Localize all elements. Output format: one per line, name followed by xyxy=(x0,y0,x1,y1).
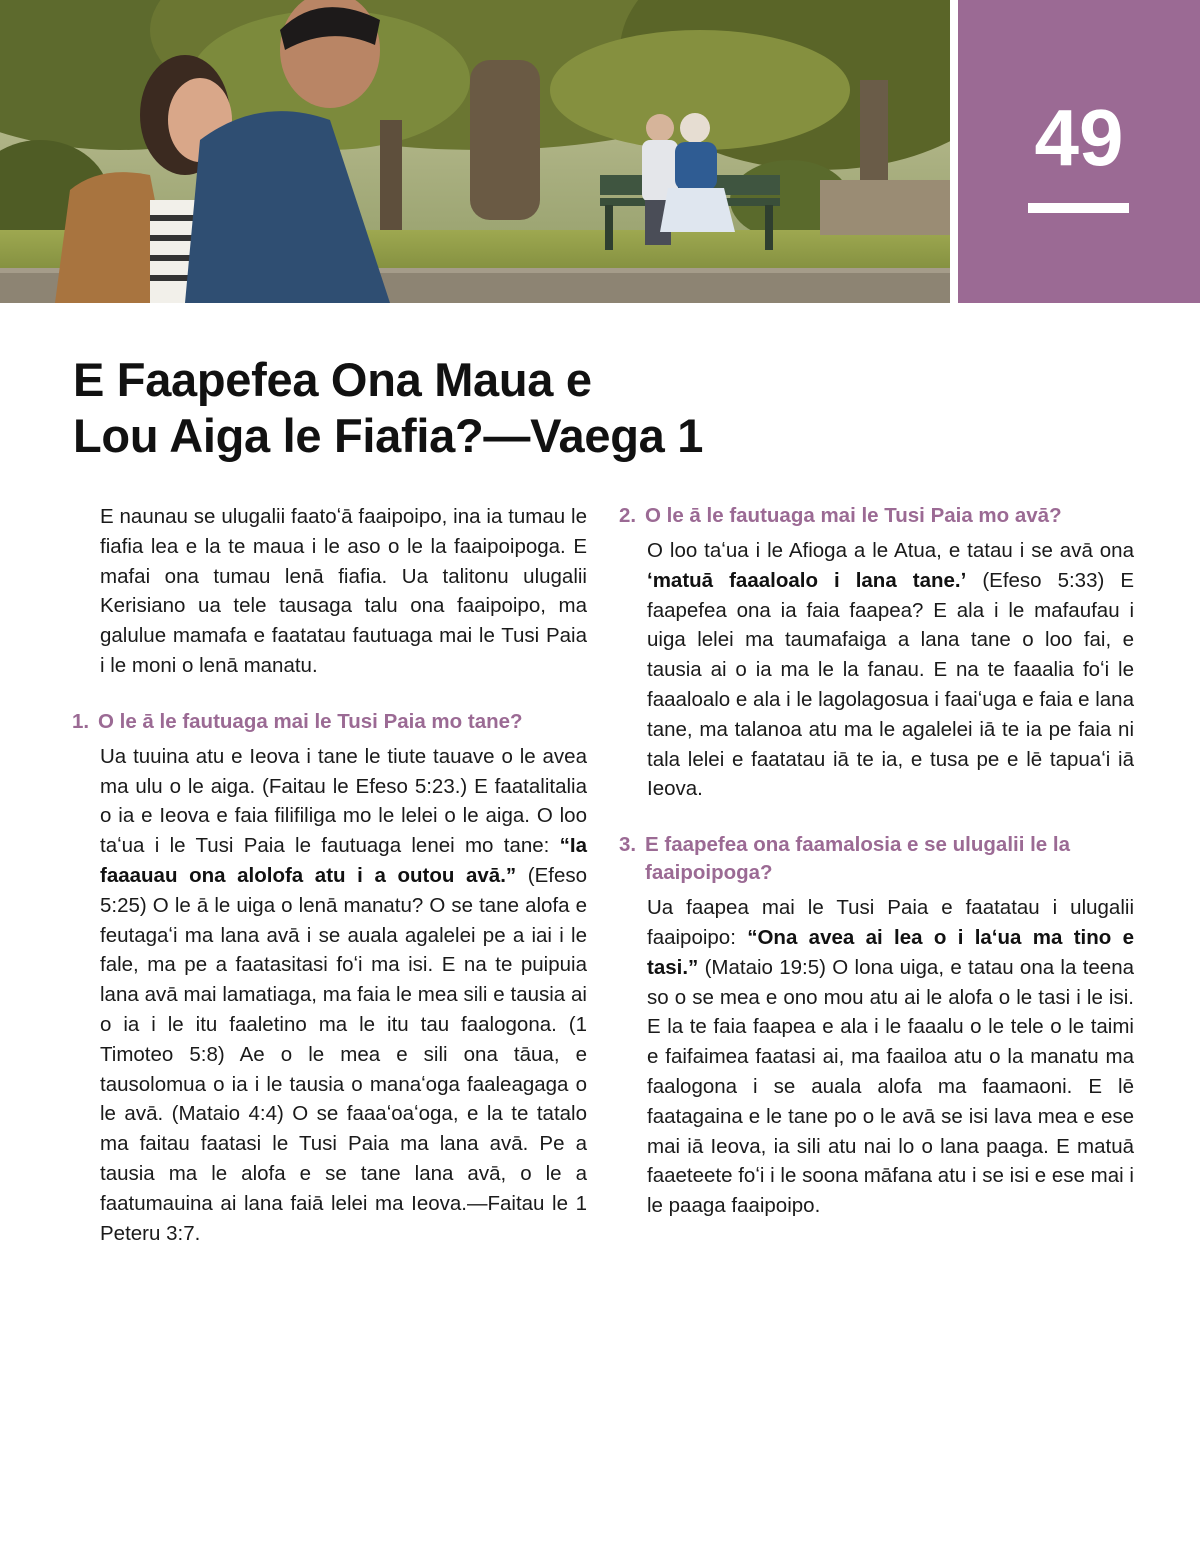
right-column xyxy=(619,502,1134,1221)
section-3-text-before: Ua faapea mai le Tusi Paia e faatatau i ulugalii faaipoipo: xyxy=(647,896,1134,949)
left-column xyxy=(72,502,587,1248)
section-1-text-before: Ua tuuina atu e Ieova i tane le tiute tauave o le avea ma ulu o le aiga. (Faitau le Efeso 5:23.) E faatalitalia o ia e Ieova e faia filifiliga mo le lelei o le aiga. O loo taʻua i le Tusi Paia le fautuaga lenei mo tane: xyxy=(100,744,587,858)
lesson-number-badge xyxy=(958,0,1200,303)
section-3-question-text: E faapefea ona faamalosia e se ulugalii le la faaipoipoga? xyxy=(645,833,1070,885)
section-2-question-text: O le ā le fautuaga mai le Tusi Paia mo avā? xyxy=(645,504,1062,527)
section-3-text-after: (Mataio 19:5) O lona uiga, e tatau ona la teena so o se mea e ono mou atu ai le alofa o le tasi i le isi. E la te faia faapea e ala i le faaalu o le tele o le taimi e faifaimea faatasi ai, ma faailoa atu o la manatu ma faalogona i se auala alofa ma faamaoni. E lē faatagaina e le tane po o le avā se isi lava mea e ese mai iā Ieova, ia sili atu nai lo o lana paaga. E matuā faaeteete foʻi i le soona māfana atu i se isi e ese mai i le paaga faaipoipo. xyxy=(647,955,1134,1218)
section-2-text-before: O loo taʻua i le Afioga a le Atua, e tatau i se avā ona xyxy=(647,539,1134,562)
couple-in-park-photo xyxy=(0,0,950,303)
section-2-question xyxy=(619,502,1134,530)
page-title xyxy=(73,352,873,464)
section-1-question-text: O le ā le fautuaga mai le Tusi Paia mo tane? xyxy=(98,709,523,733)
section-3-question xyxy=(619,831,1134,887)
section-2-quote: ʻmatuā faaaloalo i lana tane.ʼ xyxy=(647,568,967,592)
section-1-quote: “Ia faaauau ona alolofa atu i a outou avā.” xyxy=(100,834,587,887)
lesson-number-underline xyxy=(1028,203,1129,213)
section-1-question xyxy=(72,708,587,736)
section-1-text-after: (Efeso 5:25) O le ā le uiga o lenā manatu? O se tane alofa e feutagaʻi ma lana avā i se auala agalelei pe a iai i le fale, ma pe a faatasitasi foʻi ma isi. E na te puipuia lana avā mai lamatiaga, ma faia le mea sili e tausia ai o ia i le itu faaletino ma le itu tau faalogona. (1 Timoteo 5:8) Ae o le mea e sili ona tāua, e tausolomua o ia i le tausia o manaʻoga faaleagaga o le avā. (Mataio 4:4) O se faaaʻoaʻoga, e la te tatalo ma faitau faatasi le Tusi Paia ma lana avā. Pe a tausia ma le alofa e se tane lana avā, o le a faatumauina ai lana faiā lelei ma Ieova.—Faitau le 1 Peteru 3:7. xyxy=(100,863,587,1245)
intro-paragraph: E naunau se ulugalii faatoʻā faaipoipo, ina ia tumau le fiafia lea e la te maua i le aso o le la faaipoipoga. E mafai ona tumau lenā fiafia. Ua talitonu ulugalii Kerisiano ua tele tausaga talu ona faaipoipo, ma galulue mamafa e faatatau fautuaga mai le Tusi Paia i le moni o lenā manatu. xyxy=(100,505,587,677)
title-line-2: Lou Aiga le Fiafia?—Vaega 1 xyxy=(73,409,704,462)
section-2-text-after: (Efeso 5:33) E faapefea ona ia faia faapea? E ala i le mafaufau i uiga lelei ma taumafaiga a lana tane o loo fai, e tausia ai o ia ma le la fanau. E na te faaalia foʻi le faaaloalo e ala i le lagolagosua i faaiʻuga e faia e lana tane, ma talanoa atu ma le agalelei iā te ia pe faia ni tala lelei e faatatau iā te ia, e tusa pe e lē tapuaʻi iā Ieova. xyxy=(647,568,1135,801)
lesson-number: 49 xyxy=(1034,93,1124,182)
section-1-paragraph xyxy=(72,742,587,1249)
section-2-number: 2. xyxy=(619,504,637,527)
section-3-number: 3. xyxy=(619,833,637,857)
section-3-paragraph xyxy=(619,893,1134,1221)
title-line-1: E Faapefea Ona Maua e xyxy=(73,353,592,406)
section-3-quote: “Ona avea ai lea o i laʻua ma tino e tasi.” xyxy=(647,925,1134,979)
section-1-number: 1. xyxy=(72,709,90,733)
section-2-paragraph xyxy=(619,536,1134,804)
